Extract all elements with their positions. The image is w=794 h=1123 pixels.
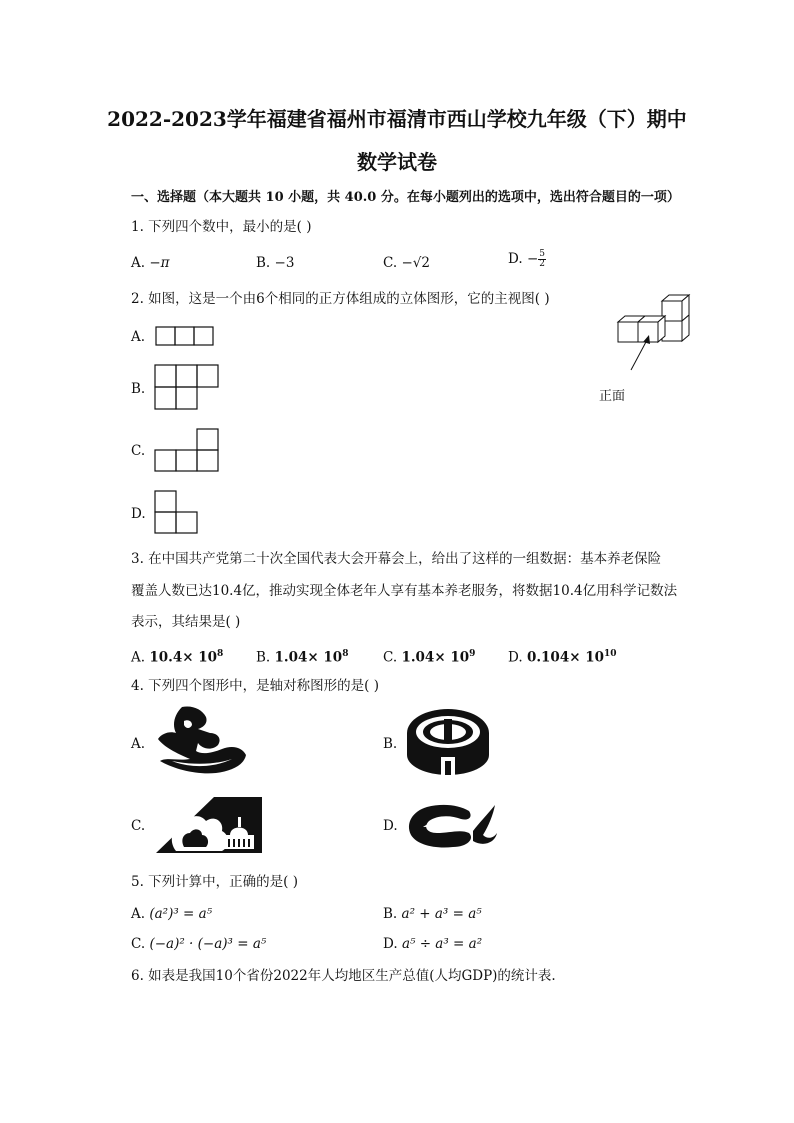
q1-option-b[interactable]: B. −3 (256, 255, 295, 271)
q3-option-b[interactable]: B. $1.04\times 10^8$ (256, 649, 349, 666)
q1-option-b-value: −3 (274, 255, 295, 271)
q4-option-d-label[interactable]: D. (383, 818, 398, 834)
q4-option-c-label[interactable]: C. (131, 818, 146, 834)
q1-option-d-fraction: $\frac{5}{2}$ (539, 249, 545, 269)
q2-option-a-figure[interactable] (155, 326, 215, 346)
q2-option-c-label[interactable]: C. (131, 443, 146, 459)
q4-stem: 4. 下列四个图形中，是轴对称图形的是( ) (131, 678, 379, 694)
q5-option-c[interactable]: C. (−a)² · (−a)³ = a⁵ (131, 936, 267, 952)
q3-line2: 覆盖人数已达10.4亿，推动实现全体老年人享有基本养老服务，将数据10.4亿用科学记数法 (131, 583, 678, 599)
q2-option-d-label[interactable]: D. (131, 506, 146, 522)
q5-option-b[interactable]: B. a² + a³ = a⁵ (383, 906, 482, 922)
q1-option-c[interactable]: C. −√2 (383, 255, 430, 271)
q5-stem: 5. 下列计算中，正确的是( ) (131, 874, 298, 890)
q4-option-d-brush-icon[interactable] (403, 795, 503, 851)
q3-line1: 3. 在中国共产党第二十次全国代表大会开幕会上，给出了这样的一组数据：基本养老保险 (131, 551, 662, 567)
q5-option-d[interactable]: D. a⁵ ÷ a³ = a² (383, 936, 483, 952)
q4-option-c-landmark-icon[interactable] (154, 795, 264, 855)
q1-option-d[interactable]: D. − $\frac{5}{2}$ (508, 249, 545, 269)
q1-option-a-value: −π (149, 255, 170, 271)
q6-stem: 6. 如表是我国10个省份2022年人均地区生产总值(人均GDP)的统计表. (131, 968, 556, 984)
q2-front-arrow-icon (625, 332, 655, 374)
q4-option-b-label[interactable]: B. (383, 736, 398, 752)
q2-option-b-label[interactable]: B. (131, 381, 146, 397)
q1-option-c-value: −√2 (401, 255, 430, 271)
paper-title-line1: 2022-2023学年福建省福州市福清市西山学校九年级（下）期中 (107, 107, 687, 131)
q3-option-d[interactable]: D. $0.104\times 10^{10}$ (508, 649, 617, 666)
q2-option-d-figure[interactable] (154, 490, 198, 534)
q2-option-c-figure[interactable] (154, 428, 220, 472)
q1-option-a[interactable]: A. −π (131, 255, 170, 271)
q3-line3: 表示，其结果是( ) (131, 614, 241, 630)
q2-option-b-figure[interactable] (154, 364, 222, 410)
q5-option-a[interactable]: A. (a²)³ = a⁵ (131, 906, 213, 922)
q4-option-a-calligraphy-icon[interactable] (152, 703, 248, 779)
q3-option-c[interactable]: C. $1.04\times 10^9$ (383, 649, 476, 666)
q2-front-label: 正面 (599, 389, 626, 404)
paper-title-line2: 数学试卷 (357, 150, 437, 174)
section-heading: 一、选择题（本大题共 10 小题，共 40.0 分。在每小题列出的选项中，选出符合题目的一项） (131, 190, 680, 205)
q1-stem: 1. 下列四个数中，最小的是( ) (131, 219, 312, 235)
q3-option-a[interactable]: A. $10.4\times 10^8$ (131, 649, 224, 666)
q2-stem: 2. 如图，这是一个由6个相同的正方体组成的立体图形，它的主视图( ) (131, 291, 550, 307)
q2-option-a-label[interactable]: A. (131, 329, 146, 345)
q4-option-b-emblem-icon[interactable] (405, 705, 491, 777)
q4-option-a-label[interactable]: A. (131, 736, 146, 752)
